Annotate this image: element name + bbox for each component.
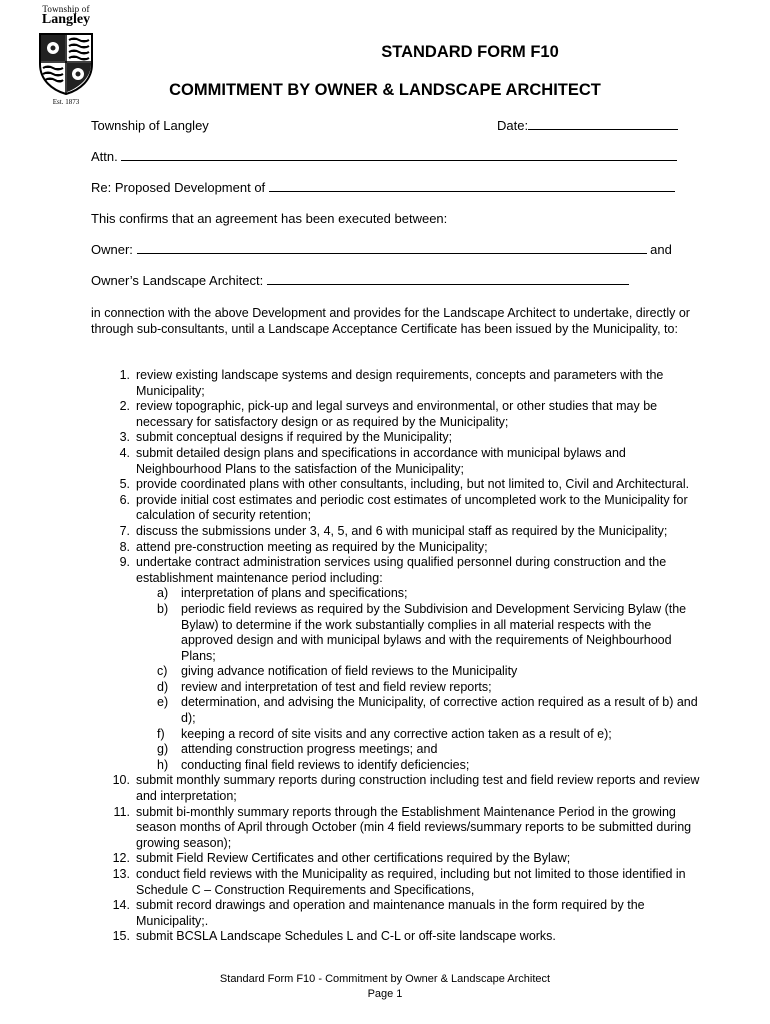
- attn-line[interactable]: [121, 160, 677, 161]
- list-item: 6. provide initial cost estimates and periodic cost estimates of uncompleted work to the Municipality for calculation of security retention;: [119, 492, 688, 523]
- footer-title: Standard Form F10 - Commitment by Owner & Landscape Architect: [219, 973, 551, 985]
- list-item: 3. submit conceptual designs if required by the Municipality;: [119, 430, 453, 445]
- logo-line1: Township of: [42, 4, 90, 14]
- sub-list-item: a) interpretation of plans and specifications;: [157, 586, 408, 601]
- list-item: 4. submit detailed design plans and specifications in accordance with municipal bylaws and Neighbourhood Plans to the satisfaction of the Municipality;: [119, 445, 626, 476]
- architect-field[interactable]: [91, 273, 629, 288]
- sub-list-item: b) periodic field reviews as required by the Subdivision and Development Servicing Bylaw (the Bylaw) to determine if the work substantially complies in all material respects with the approved design and with municipal bylaws and with the requirements of Neighbourhood Plans;: [157, 601, 687, 663]
- list-item: 13. conduct field reviews with the Municipality as required, including but not limited to those identified in Schedule C – Construction Requirements and Specifications,: [112, 867, 686, 897]
- list-item: 11. submit bi-monthly summary reports through the Establishment Maintenance Period in the growing season months of April through October (min 4 field reviews/summary reports to be submitted during growing season);: [113, 804, 692, 850]
- list-item: 1. review existing landscape systems and design requirements, concepts and parameters with the Municipality;: [119, 368, 664, 398]
- sub-list-item: c) giving advance notification of field reviews to the Municipality: [157, 664, 518, 679]
- attn-field[interactable]: [91, 149, 677, 164]
- logo-line2: Langley: [41, 12, 91, 27]
- list-item: 12. submit Field Review Certificates and other certifications required by the Bylaw;: [112, 851, 571, 866]
- sub-list-item: f) keeping a record of site visits and any corrective action taken as a result of e);: [157, 726, 612, 741]
- owner-suffix: and: [650, 242, 672, 257]
- re-line[interactable]: [269, 191, 675, 192]
- owner-line[interactable]: [137, 253, 647, 254]
- architect-line[interactable]: [267, 284, 629, 285]
- sub-list: [136, 586, 704, 773]
- re-label: Re: Proposed Development of: [91, 180, 266, 195]
- date-line[interactable]: [528, 129, 678, 130]
- page-number: Page 1: [367, 988, 403, 1000]
- attn-label: Attn.: [91, 149, 118, 164]
- date-field[interactable]: [497, 118, 678, 133]
- list-item: 2. review topographic, pick-up and legal surveys and environmental, or other studies that may be necessary for satisfactory design or as required by the Municipality;: [119, 399, 658, 429]
- list-item: 5. provide coordinated plans with other consultants, including, but not limited to, Civil and Architectural.: [119, 477, 690, 492]
- list-item: 7. discuss the submissions under 3, 4, 5, and 6 with municipal staff as required by the Municipality;: [119, 523, 668, 538]
- sub-list-item: h) conducting final field reviews to identify deficiencies;: [157, 757, 470, 772]
- list-item: 14. submit record drawings and operation and maintenance manuals in the form required by the Municipality;.: [112, 898, 645, 928]
- sub-list-item: g) attending construction progress meetings; and: [157, 742, 438, 757]
- architect-label: Owner’s Landscape Architect:: [91, 273, 264, 288]
- sub-list-item: e) determination, and advising the Municipality, of corrective action required as a result of b) and d);: [157, 695, 698, 726]
- owner-field[interactable]: [91, 242, 672, 257]
- page-footer: [0, 972, 770, 1002]
- confirms-text: This confirms that an agreement has been executed between:: [91, 211, 448, 226]
- list-item: 9. undertake contract administration services using qualified personnel during construction and the establishment maintenance period including: a) interpretation of plans and specifications; b) periodic field reviews as required by the Subdivision and Development Servicing Bylaw (the Bylaw) to determine if the work substantially complies in all material respects with the approved design and with municipal bylaws and with the requirements of Neighbourhood Plans; c) giving advance notification of field reviews to the Municipality d) review and interpretation of test and field review reports; e) determination, and advising the Municipality, of corrective action required as a result of b) and d); f) keeping a record of site visits and any corrective action taken as a result of e); g) attending construction progress meetings; and h) conducting final field reviews to identify deficiencies;: [104, 555, 704, 773]
- commitment-list: [104, 368, 704, 945]
- list-item: 10. submit monthly summary reports during construction including test and field review reports and review and interpretation;: [112, 773, 700, 804]
- re-field[interactable]: [91, 180, 675, 195]
- form-title: STANDARD FORM F10: [381, 43, 559, 61]
- intro-paragraph: in connection with the above Development and provides for the Landscape Architect to undertake, directly or through sub-consultants, until a Landscape Acceptance Certificate has been issued by the Municipality, to:: [91, 306, 690, 336]
- logo-est: Est. 1873: [52, 98, 80, 106]
- owner-label: Owner:: [91, 242, 133, 257]
- sub-list-item: d) review and interpretation of test and field review reports;: [157, 679, 492, 694]
- list-item: 15. submit BCSLA Landscape Schedules L and C-L or off-site landscape works.: [112, 929, 556, 944]
- list-item: 8. attend pre-construction meeting as required by the Municipality;: [119, 539, 488, 554]
- township-name: Township of Langley: [91, 118, 209, 133]
- date-label: Date:: [497, 118, 529, 133]
- form-subtitle: COMMITMENT BY OWNER & LANDSCAPE ARCHITECT: [169, 81, 601, 99]
